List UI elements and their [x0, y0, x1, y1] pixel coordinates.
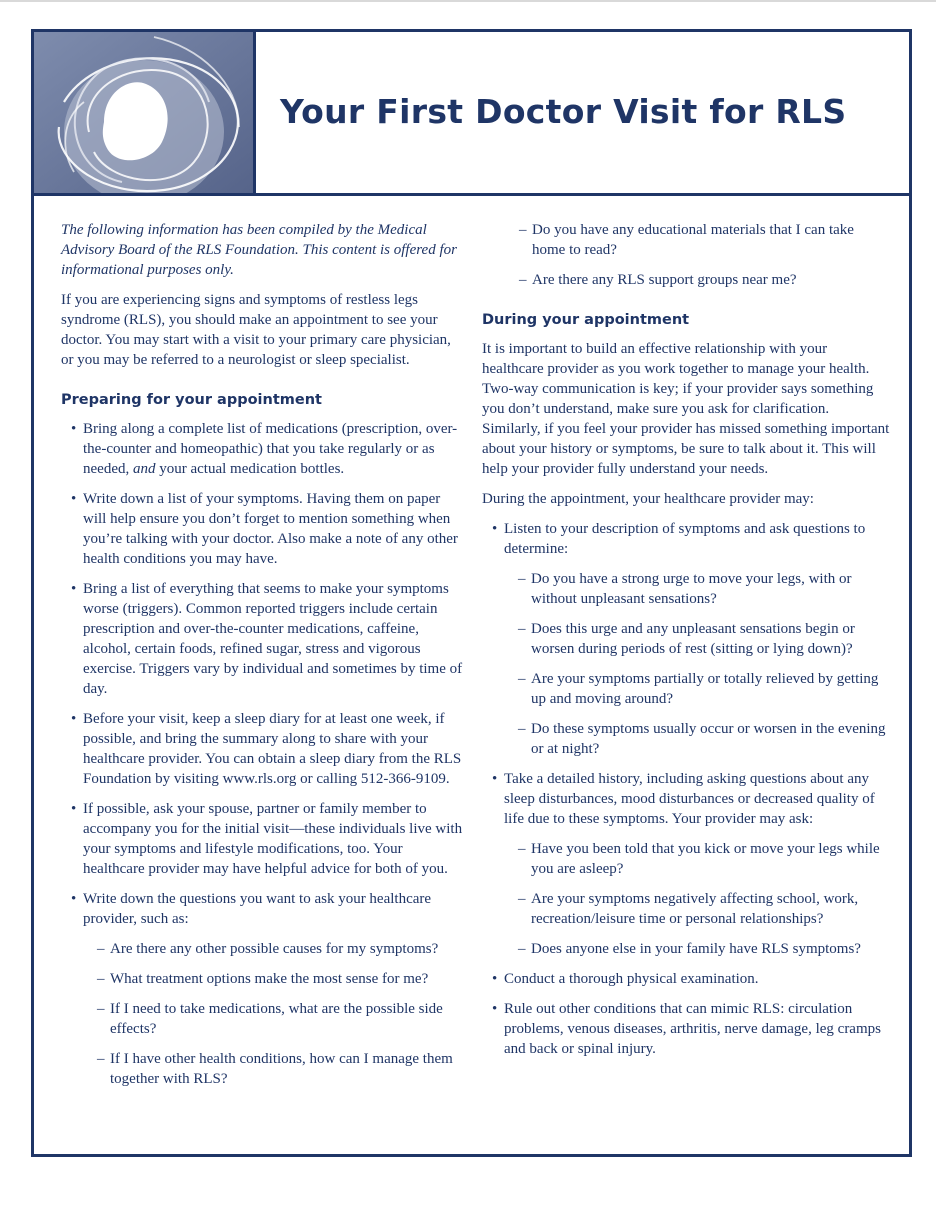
dash-icon: – [97, 941, 105, 957]
list-item: • Write down a list of your symptoms. Having them on paper will help ensure you don’t forget to mention something when you’re talking with your doctor. Also make a note of any other health conditions you may have. [71, 491, 458, 567]
dash-icon: – [519, 272, 527, 288]
dash-icon: – [97, 1051, 105, 1067]
logo-swirl-icon [34, 32, 256, 193]
intro-paragraph: If you are experiencing signs and symptoms of restless legs syndrome (RLS), you should make an appointment to see your doctor. You may start with a visit to your primary care physician, or you may be referred to a neurologist or sleep specialist. [61, 292, 451, 368]
dash-icon: – [97, 1001, 105, 1017]
list-item: • Rule out other conditions that can mimic RLS: circulation problems, venous diseases, arthritis, nerve damage, leg cramps and back or spinal injury. [492, 1001, 881, 1057]
during-list [482, 519, 890, 1059]
dash-icon: – [518, 721, 526, 737]
dash-icon: – [518, 891, 526, 907]
bullet-icon: • [71, 421, 77, 437]
dash-icon: – [518, 621, 526, 637]
dash-icon: – [97, 971, 105, 987]
sub-list-item: – Are there any RLS support groups near me? [519, 272, 797, 288]
document-frame [31, 29, 912, 1157]
list-item: • Bring along a complete list of medications (prescription, over-the-counter and homeopathic) that you take regularly or as needed, and your actual medication bottles. [71, 421, 458, 477]
list-item: • Bring a list of everything that seems to make your symptoms worse (triggers). Common reported triggers include certain prescription and over-the-counter medications, caffeine, alcohol, certain foods, refined sugar, stress and vigorous exercise. Triggers vary by individual and sometimes by time of day. [71, 581, 463, 697]
sub-list-item: – Does this urge and any unpleasant sensations begin or worsen during periods of rest (sitting or lying down)? [518, 621, 855, 657]
list-item: • If possible, ask your spouse, partner or family member to accompany you for the initial visit—these individuals live with your symptoms and lifestyle modifications, too. Your healthcare provider may have helpful advice for both of you. [71, 801, 463, 877]
list-item: • Listen to your description of symptoms and ask questions to determine: – Do you have a strong urge to move your legs, with or without unpleasant sensations? – Does this urge and any unpleasant sensations begin or worsen during periods of rest (sitting or lying down)? – Are your symptoms partially or totally relieved by getting up and moving around? – Do these symptoms usually occur or worsen in the evening or at night? [482, 519, 890, 759]
sub-list-item: – What treatment options make the most sense for me? [97, 971, 429, 987]
sub-list-item: – Do these symptoms usually occur or worsen in the evening or at night? [518, 721, 886, 757]
sub-list-item: – Are your symptoms partially or totally relieved by getting up and moving around? [518, 671, 879, 707]
bullet-icon: • [71, 801, 77, 817]
during-heading: During your appointment [482, 312, 690, 328]
bullet-icon: • [71, 891, 77, 907]
bullet-icon: • [492, 771, 498, 787]
list-item: • Before your visit, keep a sleep diary for at least one week, if possible, and bring the summary along to share with your healthcare provider. You can obtain a sleep diary from the RLS Foundation by visiting www.rls.org or calling 512-366-9109. [71, 711, 462, 787]
provider-may-paragraph: During the appointment, your healthcare provider may: [482, 491, 814, 507]
preparing-heading: Preparing for your appointment [61, 392, 322, 408]
sub-list-item: – If I need to take medications, what are the possible side effects? [97, 1001, 443, 1037]
page-top-edge [0, 0, 936, 2]
questions-list [83, 939, 466, 1089]
list-item: • Write down the questions you want to ask your healthcare provider, such as: – Are there any other possible causes for my symptoms? – What treatment options make the most sense for me? – If I need to take medications, what are the possible side effects? – If I have other health conditions, how can I manage them together with RLS? [61, 889, 466, 1089]
sub-list-item: – Do you have any educational materials that I can take home to read? [519, 222, 854, 258]
dash-icon: – [518, 841, 526, 857]
header-band [34, 32, 909, 196]
left-column [61, 220, 466, 1099]
bullet-icon: • [71, 711, 77, 727]
bullet-icon: • [492, 971, 498, 987]
sub-list-item: – If I have other health conditions, how can I manage them together with RLS? [97, 1051, 453, 1087]
preparing-list [61, 419, 466, 1089]
bullet-icon: • [71, 581, 77, 597]
sub-list-item: – Are your symptoms negatively affecting school, work, recreation/leisure time or personal relationships? [518, 891, 859, 927]
symptom-questions-list [504, 569, 890, 759]
dash-icon: – [518, 571, 526, 587]
list-item: • Conduct a thorough physical examination. [492, 971, 759, 987]
bullet-icon: • [492, 521, 498, 537]
dash-icon: – [518, 671, 526, 687]
list-item: • Take a detailed history, including asking questions about any sleep disturbances, mood disturbances or decreased quality of life due to these symptoms. Your provider may ask: – Have you been told that you kick or move your legs while you are asleep? – Are your symptoms negatively affecting school, work, recreation/leisure time or personal relationships? – Does anyone else in your family have RLS symptoms? [482, 769, 890, 959]
right-column [482, 220, 890, 1069]
sub-list-item: – Does anyone else in your family have RLS symptoms? [518, 941, 861, 957]
disclaimer-text: The following information has been compiled by the Medical Advisory Board of the RLS Foundation. This content is offered for informational purposes only. [61, 222, 457, 278]
sub-list-item: – Are there any other possible causes for my symptoms? [97, 941, 439, 957]
bullet-icon: • [492, 1001, 498, 1017]
relationship-paragraph: It is important to build an effective relationship with your healthcare provider as you work together to manage your health. Two-way communication is key; if your provider says something you don’t understand, make sure you ask for clarification. Similarly, if you feel your provider has missed something important about your history or symptoms, be sure to talk about it. This will help your provider fully understand your needs. [482, 341, 890, 477]
history-questions-list [504, 839, 890, 959]
dash-icon: – [518, 941, 526, 957]
bullet-icon: • [71, 491, 77, 507]
dash-icon: – [519, 222, 527, 238]
page-title: Your First Doctor Visit for RLS [280, 92, 847, 131]
questions-list-continued [482, 220, 890, 290]
sub-list-item: – Have you been told that you kick or move your legs while you are asleep? [518, 841, 880, 877]
sub-list-item: – Do you have a strong urge to move your legs, with or without unpleasant sensations? [518, 571, 852, 607]
